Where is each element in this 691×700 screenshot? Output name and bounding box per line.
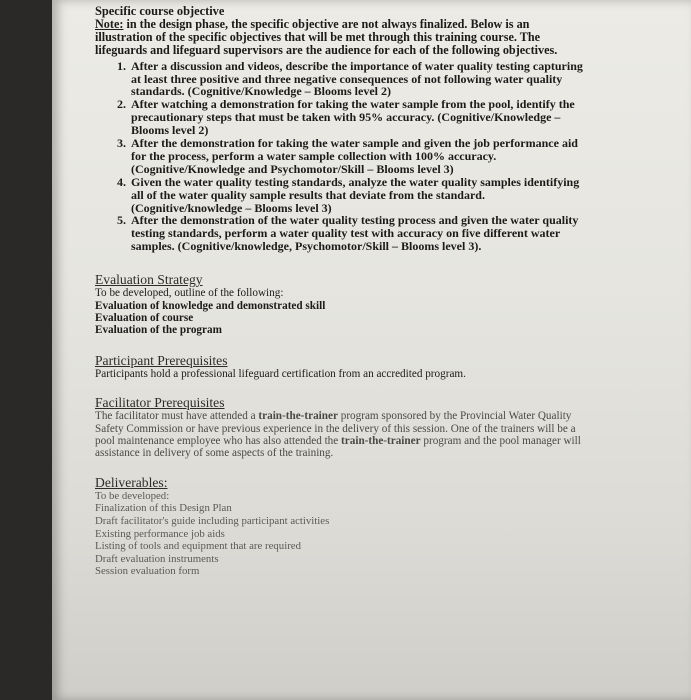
- objectives-list: [95, 60, 585, 254]
- deliverable-item: Session evaluation form: [95, 565, 200, 578]
- deliverables-section: [95, 476, 585, 578]
- list-item: 1. After a discussion and videos, describe the importance of water quality testing capturing at least three positive and three negative consequences of not following water quality standards. (Cognitive/Knowledge – Blooms level 2): [129, 60, 585, 99]
- list-item: 2. After watching a demonstration for taking the water sample from the pool, identify the precautionary steps that must be taken with 95% accuracy. (Cognitive/Knowledge – Blooms level 2): [129, 98, 585, 137]
- facilitator-section: [95, 396, 585, 460]
- deliverable-item: To be developed:: [95, 489, 170, 502]
- participant-section: [95, 354, 585, 380]
- deliverable-item: Draft facilitator's guide including participant activities: [95, 515, 330, 528]
- facilitator-title: Facilitator Prerequisites: [95, 395, 225, 411]
- section-heading: Specific course objective: [95, 4, 225, 18]
- facilitator-text-bold: train-the-trainer: [258, 410, 338, 423]
- document-page: [52, 0, 691, 700]
- list-item: 3. After the demonstration for taking the water sample and given the job performance aid for the process, perform a water sample collection with 100% accuracy. (Cognitive/Knowledge and Psychomotor/Skill – Blooms level 3): [129, 137, 585, 176]
- evaluation-intro: To be developed, outline of the following:: [95, 287, 284, 300]
- participant-text: Participants hold a professional lifeguard certification from an accredited program.: [95, 367, 466, 380]
- note-label: Note:: [95, 17, 124, 31]
- deliverable-item: Listing of tools and equipment that are required: [95, 540, 301, 553]
- participant-title: Participant Prerequisites: [95, 352, 228, 368]
- deliverable-item: Draft evaluation instruments: [95, 552, 219, 565]
- evaluation-section: [95, 273, 585, 337]
- facilitator-text: [95, 410, 585, 460]
- evaluation-item: Evaluation of the program: [95, 324, 222, 337]
- note-text: in the design phase, the specific objective are not always finalized. Below is an illustration of the specific objectives that will be met through this training course. The lifeguards and lifeguard supervisors are the audience for each of the following objectives.: [95, 17, 558, 58]
- deliverable-item: Finalization of this Design Plan: [95, 502, 232, 515]
- list-item: 4. Given the water quality testing standards, analyze the water quality samples identifying all of the water quality sample results that deviate from the standard. (Cognitive/knowledge – Blooms level 3): [129, 176, 585, 215]
- facilitator-text-part: program sponsored by the Provincial Water Quality Safety Commission or have previous experience in the delivery of this session. One of the trainers will be a pool maintenance employee who has also attended the: [95, 410, 576, 448]
- facilitator-text-part: The facilitator must have attended a: [95, 410, 259, 423]
- document-content: [95, 0, 585, 578]
- evaluation-item: Evaluation of course: [95, 312, 194, 325]
- facilitator-text-bold: train-the-trainer: [341, 435, 421, 448]
- deliverables-title: Deliverables:: [95, 474, 168, 490]
- note-paragraph: [95, 18, 585, 58]
- deliverable-item: Existing performance job aids: [95, 527, 225, 540]
- facilitator-text-part: program and the pool manager will assistance in delivery of some aspects of the training.: [95, 435, 581, 460]
- list-item: 5. After the demonstration of the water quality testing process and given the water quality testing standards, perform a water quality test with accuracy on five different water samples. (Cognitive/knowledge, Psychomotor/Skill – Blooms level 3).: [129, 214, 585, 253]
- evaluation-item: Evaluation of knowledge and demonstrated skill: [95, 299, 326, 312]
- evaluation-title: Evaluation Strategy: [95, 272, 203, 288]
